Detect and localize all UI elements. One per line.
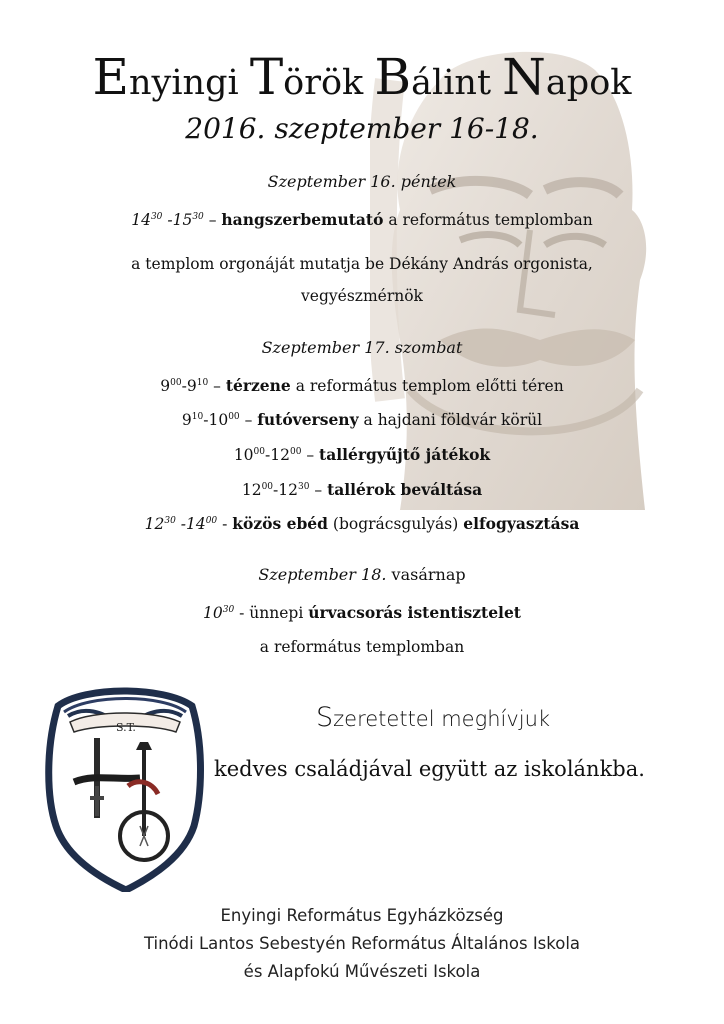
program-line: $14^{30}$ $-15^{30}$ – hangszerbemutató a református templomban bbox=[131, 210, 593, 229]
crest-initials: S.T. bbox=[116, 721, 136, 734]
program-line: $9^{10}-10^{00}$ – futóverseny a hajdani földvár körül bbox=[181, 410, 543, 429]
program-line: $12^{00}-12^{30}$ – tallérok beváltása bbox=[241, 480, 483, 499]
day-heading-saturday: Szeptember 17. szombat bbox=[261, 338, 463, 357]
title-word: Bálint bbox=[374, 48, 492, 106]
title-word: Enyingi bbox=[92, 48, 239, 106]
organizer-line: Enyingi Református Egyházközség bbox=[220, 906, 504, 925]
title-word: Napok bbox=[502, 48, 632, 106]
invitation-line-2: kedves családjával együtt az iskolánkba. bbox=[214, 757, 645, 781]
program-line: vegyészmérnök bbox=[301, 287, 423, 305]
organizer-line: Tinódi Lantos Sebestyén Református Általános Iskola bbox=[143, 934, 581, 953]
day-heading-friday: Szeptember 16. péntek bbox=[267, 172, 457, 191]
organizer-line: és Alapfokú Művészeti Iskola bbox=[243, 962, 481, 981]
program-line: $10^{00}-12^{00}$ – tallérgyűjtő játékok bbox=[233, 445, 491, 464]
program-line: $10^{30}$ - ünnepi úrvacsorás istentisztelet bbox=[203, 603, 521, 622]
event-date: 2016. szeptember 16-18. bbox=[185, 112, 539, 145]
statue-background-image bbox=[370, 40, 660, 510]
program-line: $9^{00}-9^{10}$ – térzene a református templom előtti téren bbox=[160, 376, 564, 395]
invitation-line-1: Szeretettel meghívjuk bbox=[316, 702, 551, 733]
title-word: Török bbox=[249, 48, 364, 106]
program-line: $12^{30}$ $-14^{00}$ - közös ebéd (bográcsgulyás) elfogyasztása bbox=[144, 514, 580, 533]
page-title bbox=[0, 48, 724, 106]
school-crest-logo bbox=[44, 686, 206, 892]
program-line: a református templomban bbox=[259, 638, 465, 656]
day-heading-sunday: Szeptember 18. vasárnap bbox=[258, 565, 466, 584]
program-line: a templom orgonáját mutatja be Dékány András orgonista, bbox=[131, 255, 593, 273]
